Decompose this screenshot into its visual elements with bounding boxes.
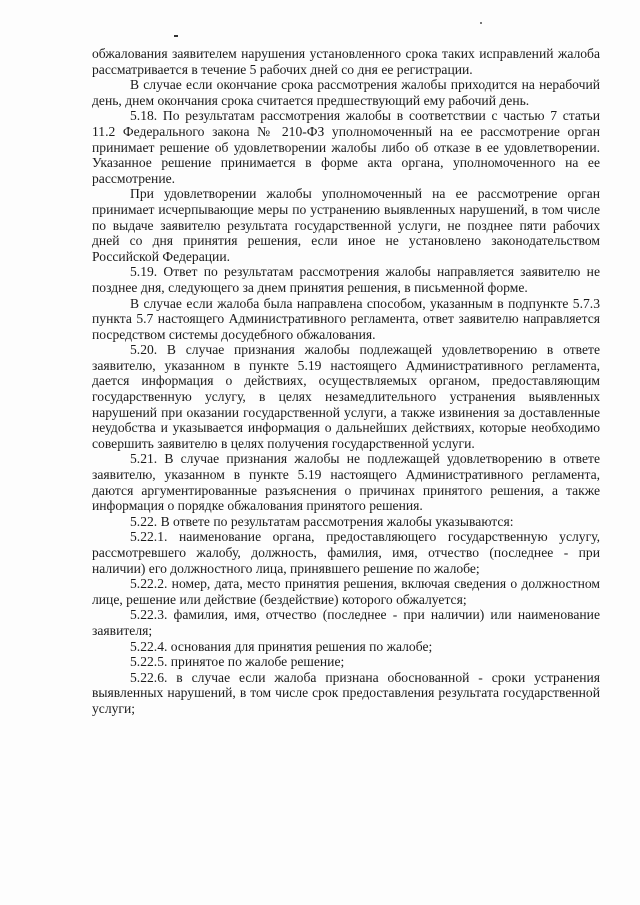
paragraph: 5.22.3. фамилия, имя, отчество (последнее - при наличии) или наименование заявителя; (92, 607, 600, 638)
paragraph: 5.22.1. наименование органа, предоставляющего государственную услугу, рассмотревшего жалобу, должность, фамилия, имя, отчество (последнее - при наличии) его должностного лица, принявшего решение по жалобе; (92, 529, 600, 576)
paragraph: обжалования заявителем нарушения установленного срока таких исправлений жалоба рассматривается в течение 5 рабочих дней со дня ее регистрации. (92, 46, 600, 77)
paragraph: 5.22.6. в случае если жалоба признана обоснованной - сроки устранения выявленных нарушений, в том числе срок предоставления результата государственной услуги; (92, 669, 600, 716)
paragraph: 5.21. В случае признания жалобы не подлежащей удовлетворению в ответе заявителю, указанном в пункте 5.19 настоящего Административного регламента, даются аргументированные разъяснения о причинах принятого решения, а также информация о порядке обжалования принятого решения. (92, 451, 600, 514)
scan-mark (174, 35, 178, 37)
paragraph: 5.22. В ответе по результатам рассмотрения жалобы указываются: (130, 513, 514, 529)
paragraph: 5.22.2. номер, дата, место принятия решения, включая сведения о должностном лице, решение или действие (бездействие) которого обжалуется; (92, 576, 600, 607)
paragraph: 5.19. Ответ по результатам рассмотрения жалобы направляется заявителю не позднее дня, следующего за днем принятия решения, в письменной форме. (92, 264, 600, 295)
scan-mark (480, 22, 482, 24)
paragraph: 5.20. В случае признания жалобы подлежащей удовлетворению в ответе заявителю, указанном в пункте 5.19 настоящего Административного регламента, дается информация о действиях, осуществляемых органом, предоставляющим государственную услугу, в целях незамедлительного устранения выявленных нарушений при оказании государственной услуги, а также извинения за доставленные неудобства и указывается информация о дальнейших действиях, которые необходимо совершить заявителю в целях получения государственной услуги. (92, 342, 600, 451)
paragraph: При удовлетворении жалобы уполномоченный на ее рассмотрение орган принимает исчерпывающие меры по устранению выявленных нарушений, в том числе по выдаче заявителю результата государственной услуги, не позднее пяти рабочих дней со дня принятия решения, если иное не установлено законодательством Российской Федерации. (92, 186, 600, 264)
paragraph: 5.22.4. основания для принятия решения по жалобе; (130, 638, 433, 654)
paragraph: 5.18. По результатам рассмотрения жалобы в соответствии с частью 7 статьи 11.2 Федерального закона № 210-ФЗ уполномоченный на ее рассмотрение орган принимает решение об удовлетворении жалобы либо об отказе в ее удовлетворении. Указанное решение принимается в форме акта органа, уполномоченного на ее рассмотрение. (92, 108, 600, 186)
paragraph: В случае если жалоба была направлена способом, указанным в подпункте 5.7.3 пункта 5.7 настоящего Административного регламента, ответ заявителю направляется посредством системы досудебного обжалования. (92, 295, 600, 342)
paragraph: 5.22.5. принятое по жалобе решение; (130, 654, 345, 670)
paragraph: В случае если окончание срока рассмотрения жалобы приходится на нерабочий день, днем окончания срока считается предшествующий ему рабочий день. (92, 77, 600, 108)
